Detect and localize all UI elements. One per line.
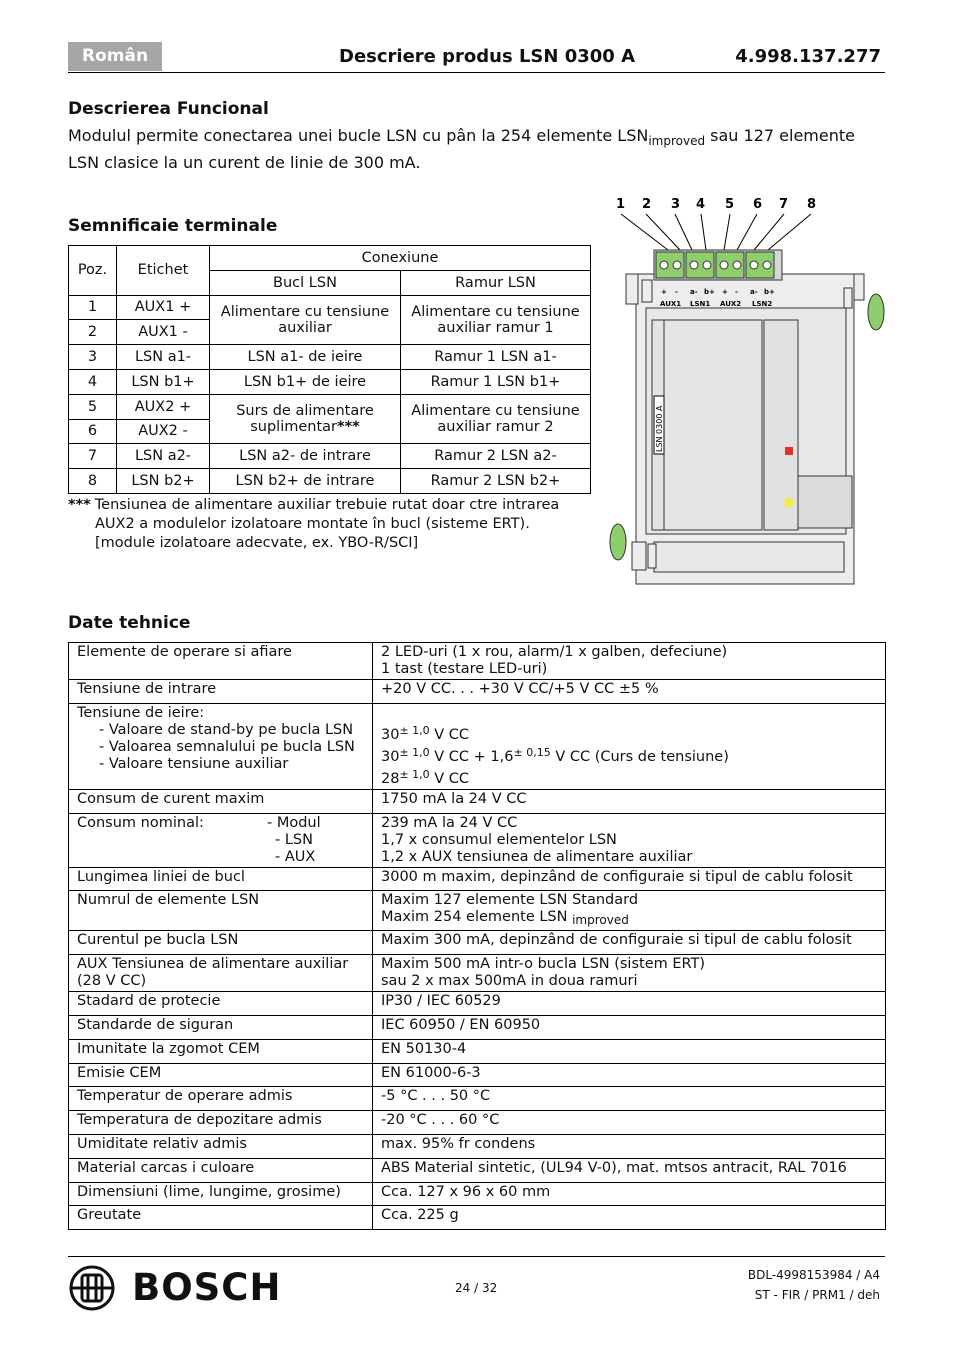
terminal-number: 6 [753,197,763,212]
col-connection: Conexiune [210,246,591,271]
table-row: 5 AUX2 + Surs de alimentare suplimentar*** Alimentare cu tensiune auxiliar ramur 2 [69,394,591,419]
table-row: Elemente de operare si afiare 2 LED-uri (1 x rou, alarm/1 x galben, defeciune) 1 tast (testare LED-uri) [69,643,886,680]
table-row: Greutate Cca. 225 g [69,1206,886,1230]
table-row: Imunitate la zgomot CEM EN 50130-4 [69,1039,886,1063]
footnote: *** Tensiunea de alimentare auxiliar trebuie rutat doar ctre intrarea AUX2 a modulelor izolatoare montate în bucl (sisteme ERT). [module izolatoare adecvate, ex. YBO-R/SCI] [68,497,560,551]
svg-text:LSN2: LSN2 [752,300,773,308]
table-row: Umiditate relativ admis max. 95% fr condens [69,1134,886,1158]
terminal-number: 1 [616,197,626,212]
svg-text:LSN1: LSN1 [690,300,711,308]
table-row: Lungimea liniei de bucl 3000 m maxim, depinzând de configuraie si tipul de cablu folosit [69,867,886,891]
col-loop: Bucl LSN [210,270,401,295]
doc-department: ST - FIR / PRM1 / deh [754,1288,880,1302]
table-row: Stadard de protecie IP30 / IEC 60529 [69,992,886,1016]
terminals-heading: Semnificaie terminale [68,216,278,236]
svg-text:a-: a- [690,288,698,296]
table-row: 4 LSN b1+ LSN b1+ de ieire Ramur 1 LSN b1+ [69,369,591,394]
svg-text:AUX2: AUX2 [720,300,742,308]
doc-reference: BDL-4998153984 / A4 [747,1268,880,1282]
table-row: Dimensiuni (lime, lungime, grosime) Cca. 127 x 96 x 60 mm [69,1182,886,1206]
terminals-table [68,245,591,494]
svg-text:b+: b+ [764,288,775,296]
clip-right [868,294,884,330]
svg-text:AUX1: AUX1 [660,300,682,308]
col-pos: Poz. [69,246,117,296]
tech-heading: Date tehnice [68,613,191,633]
table-row: Material carcas i culoare ABS Material sintetic, (UL94 V-0), mat. mtsos antracit, RAL 7016 [69,1158,886,1182]
svg-text:b+: b+ [704,288,715,296]
terminal-number: 7 [779,197,789,212]
terminal-number: 3 [671,197,681,212]
document-title: Descriere produs LSN 0300 A [339,46,636,67]
table-row: Curentul pe bucla LSN Maxim 300 mA, depinzând de configuraie si tipul de cablu folosit [69,931,886,955]
terminal-number: 4 [696,197,706,212]
terminal-number: 5 [725,197,735,212]
col-label: Etichet [117,246,210,296]
table-row: 7 LSN a2- LSN a2- de intrare Ramur 2 LSN a2- [69,444,591,469]
language-tab: Român [68,42,162,71]
product-label: LSN 0300 A [655,405,664,452]
led-yellow [785,498,793,507]
bosch-armature-icon [68,1264,116,1312]
brand-wordmark: BOSCH [132,1266,282,1309]
table-row: Emisie CEM EN 61000-6-3 [69,1063,886,1087]
table-row: Tensiune de intrare +20 V CC. . . +30 V CC/+5 V CC ±5 % [69,680,886,704]
table-row: Consum de curent maxim 1750 mA la 24 V CC [69,789,886,813]
bosch-logo [68,1264,282,1312]
table-row: 3 LSN a1- LSN a1- de ieire Ramur 1 LSN a1- [69,345,591,370]
document-code: 4.998.137.277 [735,46,881,67]
svg-text:-: - [675,288,678,296]
table-row: Standarde de siguran IEC 60950 / EN 60950 [69,1015,886,1039]
svg-text:a-: a- [750,288,758,296]
terminal-number: 8 [807,197,817,212]
tech-table [68,642,886,1230]
col-branch: Ramur LSN [401,270,591,295]
table-row: AUX Tensiunea de alimentare auxiliar (28 V CC) Maxim 500 mA intr-o bucla LSN (sistem ERT) sau 2 x max 500mA in doua ramuri [69,955,886,992]
led-red [785,447,793,455]
terminal-number: 2 [642,197,652,212]
function-text: Modulul permite conectarea unei bucle LSN cu pân la 254 elemente $LSN_{improved}$ sau 127 elemente LSN clasice la un curent de linie de 300 mA. [68,126,855,173]
table-row: Tensiune de ieire: - Valoare de stand-by pe bucla LSN - Valoarea semnalului pe bucla LSN - Valoare tensiune auxiliar $30^{\pm 1,0}$ V CC $30^{\pm 1,0}$ V CC + $1,6^{\pm 0,15}$ V CC (Curs de tensiune) $28^{\pm 1,0}$ V CC [69,703,886,789]
table-row: 2 AUX1 - [69,320,591,345]
table-row: Temperatura de depozitare admis -20 °C . . . 60 °C [69,1111,886,1135]
table-row: 6 AUX2 - [69,419,591,444]
svg-text:+: + [722,288,728,296]
svg-text:+: + [661,288,667,296]
table-row: Temperatur de operare admis -5 °C . . . 50 °C [69,1087,886,1111]
table-row: 1 AUX1 + Alimentare cu tensiune auxiliar Alimentare cu tensiune auxiliar ramur 1 [69,295,591,320]
table-row: 8 LSN b2+ LSN b2+ de intrare Ramur 2 LSN b2+ [69,469,591,494]
module-diagram [606,190,896,590]
function-heading: Descrierea Funcional [68,99,269,119]
page-header [68,42,885,73]
table-row: Numrul de elemente LSN Maxim 127 elemente LSN Standard Maxim 254 elemente LSN $_{improved}$ [69,891,886,931]
clip-left [610,524,626,560]
svg-text:-: - [735,288,738,296]
page-number: 24 / 32 [455,1281,498,1295]
footer-divider [68,1256,885,1257]
table-row: Consum nominal: - Modul - LSN - AUX 239 mA la 24 V CC 1,7 x consumul elementelor LSN 1,2 x AUX tensiunea de alimentare auxiliar [69,813,886,867]
